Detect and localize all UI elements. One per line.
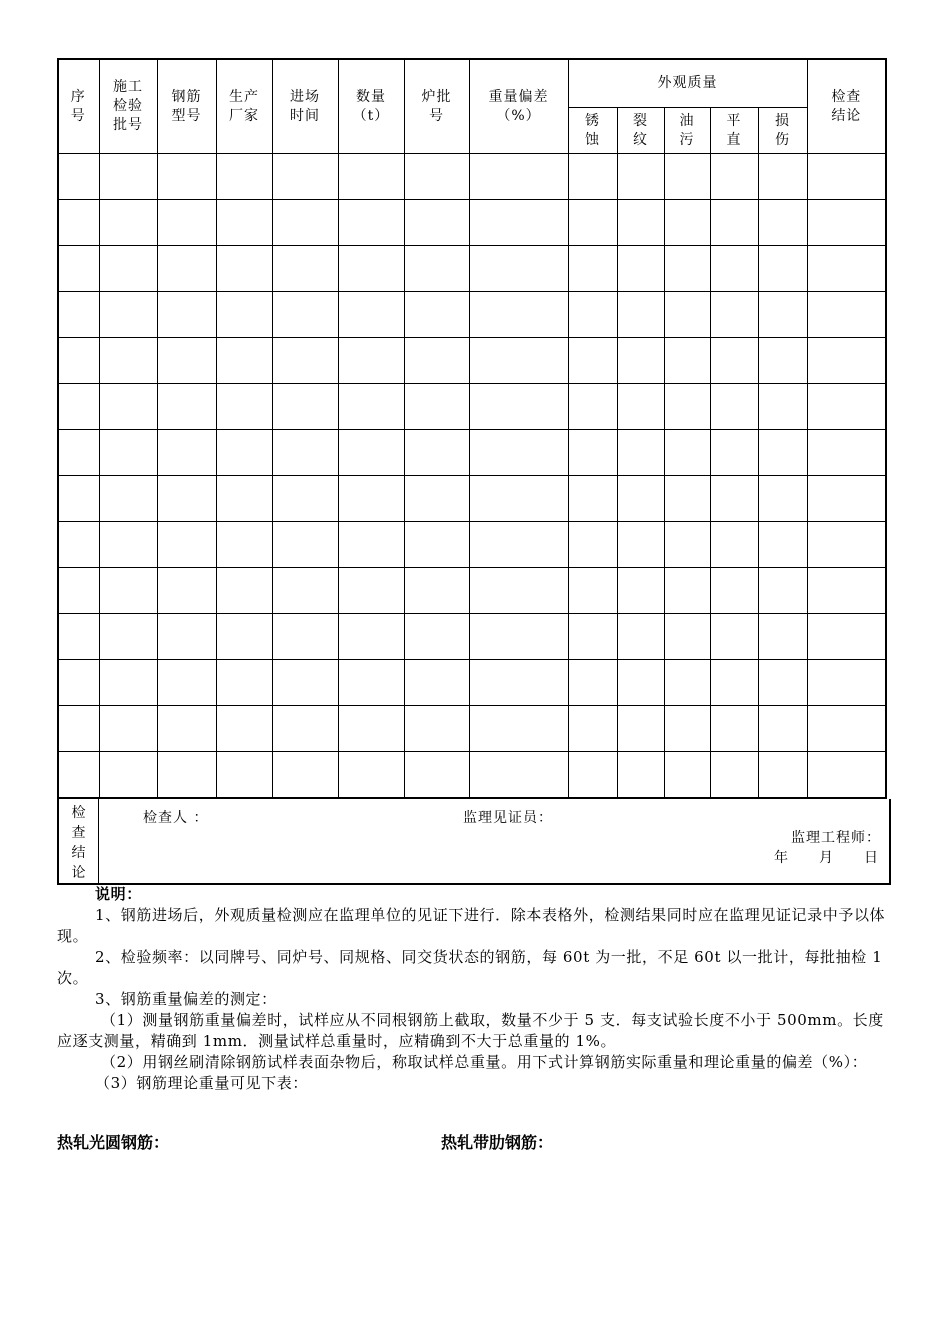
table-cell[interactable] [216, 430, 272, 476]
table-cell[interactable] [664, 246, 710, 292]
table-cell[interactable] [617, 568, 664, 614]
table-row [58, 430, 886, 476]
table-cell[interactable] [272, 522, 338, 568]
table-cell[interactable] [617, 200, 664, 246]
table-cell[interactable] [272, 614, 338, 660]
table-cell[interactable] [338, 246, 404, 292]
table-cell[interactable] [99, 246, 157, 292]
table-cell[interactable] [617, 338, 664, 384]
table-cell[interactable] [99, 200, 157, 246]
table-cell[interactable] [758, 706, 807, 752]
table-row [58, 476, 886, 522]
table-cell[interactable] [807, 246, 886, 292]
table-cell[interactable] [58, 246, 99, 292]
table-cell[interactable] [99, 614, 157, 660]
table-cell[interactable] [216, 476, 272, 522]
table-cell[interactable] [338, 614, 404, 660]
table-row [58, 338, 886, 384]
table-cell[interactable] [99, 660, 157, 706]
note-item-1: 1、钢筋进场后，外观质量检测应在监理单位的见证下进行．除本表格外，检测结果同时应在监理见证记录中予以体现。 [57, 906, 886, 945]
table-cell[interactable] [58, 568, 99, 614]
table-cell[interactable] [404, 384, 469, 430]
table-cell[interactable] [617, 430, 664, 476]
table-cell[interactable] [568, 706, 617, 752]
table-row [58, 200, 886, 246]
table-cell[interactable] [617, 614, 664, 660]
table-cell[interactable] [710, 154, 758, 200]
header-model: 钢筋 型号 [157, 59, 216, 154]
table-cell[interactable] [157, 292, 216, 338]
table-cell[interactable] [617, 154, 664, 200]
table-cell[interactable] [338, 476, 404, 522]
header-entry-time: 进场 时间 [272, 59, 338, 154]
table-cell[interactable] [664, 660, 710, 706]
table-cell[interactable] [664, 614, 710, 660]
table-row [58, 752, 886, 799]
table-cell[interactable] [404, 568, 469, 614]
table-cell[interactable] [404, 522, 469, 568]
table-cell[interactable] [338, 752, 404, 799]
table-cell[interactable] [58, 660, 99, 706]
table-cell[interactable] [157, 200, 216, 246]
table-cell[interactable] [157, 522, 216, 568]
table-cell[interactable] [272, 660, 338, 706]
table-cell[interactable] [807, 568, 886, 614]
table-cell[interactable] [568, 384, 617, 430]
table-cell[interactable] [404, 752, 469, 799]
table-cell[interactable] [568, 430, 617, 476]
table-cell[interactable] [807, 522, 886, 568]
table-cell[interactable] [568, 568, 617, 614]
note-item-2: 2、检验频率：以同牌号、同炉号、同规格、同交货状态的钢筋，每 60t 为一批，不足 60t 以一批计，每批抽检 1 次。 [57, 948, 883, 987]
table-cell[interactable] [157, 660, 216, 706]
table-cell[interactable] [469, 568, 568, 614]
table-cell[interactable] [157, 430, 216, 476]
table-cell[interactable] [664, 384, 710, 430]
table-cell[interactable] [617, 292, 664, 338]
table-cell[interactable] [216, 246, 272, 292]
table-cell[interactable] [469, 200, 568, 246]
table-cell[interactable] [469, 430, 568, 476]
table-cell[interactable] [807, 384, 886, 430]
header-batch: 施工 检验 批号 [99, 59, 157, 154]
table-cell[interactable] [216, 706, 272, 752]
table-cell[interactable] [807, 752, 886, 799]
table-cell[interactable] [157, 568, 216, 614]
table-cell[interactable] [99, 522, 157, 568]
table-cell[interactable] [157, 384, 216, 430]
table-cell[interactable] [807, 706, 886, 752]
table-cell[interactable] [568, 154, 617, 200]
table-cell[interactable] [216, 292, 272, 338]
table-cell[interactable] [58, 614, 99, 660]
table-cell[interactable] [710, 476, 758, 522]
table-cell[interactable] [157, 614, 216, 660]
table-cell[interactable] [664, 154, 710, 200]
inspection-form [57, 58, 893, 885]
table-cell[interactable] [99, 154, 157, 200]
table-cell[interactable] [216, 614, 272, 660]
hot-rolled-plain-heading: 热轧光圆钢筋： [57, 1133, 170, 1152]
table-cell[interactable] [758, 384, 807, 430]
table-cell[interactable] [664, 568, 710, 614]
table-cell[interactable] [664, 430, 710, 476]
table-cell[interactable] [710, 430, 758, 476]
table-cell[interactable] [58, 338, 99, 384]
table-row [58, 384, 886, 430]
table-cell[interactable] [469, 154, 568, 200]
table-cell[interactable] [617, 476, 664, 522]
table-cell[interactable] [469, 338, 568, 384]
table-cell[interactable] [568, 338, 617, 384]
table-cell[interactable] [216, 660, 272, 706]
note-item-3-2: （2）用钢丝刷清除钢筋试样表面杂物后，称取试样总重量。用下式计算钢筋实际重量和理论重量的偏差（%）： [101, 1053, 868, 1071]
table-cell[interactable] [216, 338, 272, 384]
table-cell[interactable] [469, 614, 568, 660]
table-cell[interactable] [338, 568, 404, 614]
table-cell[interactable] [469, 660, 568, 706]
table-cell[interactable] [568, 752, 617, 799]
table-cell[interactable] [710, 706, 758, 752]
table-cell[interactable] [216, 154, 272, 200]
table-cell[interactable] [710, 568, 758, 614]
table-cell[interactable] [710, 384, 758, 430]
table-cell[interactable] [58, 384, 99, 430]
inspector-label: 检查人 ： [143, 810, 209, 826]
table-cell[interactable] [404, 660, 469, 706]
table-cell[interactable] [758, 476, 807, 522]
table-cell[interactable] [157, 338, 216, 384]
engineer-label: 监理工程师： [791, 830, 881, 846]
table-row [58, 706, 886, 752]
table-cell[interactable] [338, 384, 404, 430]
table-cell[interactable] [272, 246, 338, 292]
table-cell[interactable] [617, 660, 664, 706]
table-cell[interactable] [272, 476, 338, 522]
table-cell[interactable] [58, 154, 99, 200]
table-cell[interactable] [404, 292, 469, 338]
table-cell[interactable] [710, 614, 758, 660]
table-cell[interactable] [157, 476, 216, 522]
table-cell[interactable] [157, 154, 216, 200]
table-cell[interactable] [404, 154, 469, 200]
table-cell[interactable] [58, 752, 99, 799]
table-cell[interactable] [404, 200, 469, 246]
witness-label: 监理见证员： [463, 810, 553, 826]
date-label: 年 月 日 [774, 850, 879, 866]
table-cell[interactable] [216, 752, 272, 799]
table-cell[interactable] [758, 292, 807, 338]
table-cell[interactable] [99, 752, 157, 799]
note-item-3: 3、钢筋重量偏差的测定： [95, 990, 277, 1008]
table-cell[interactable] [157, 246, 216, 292]
table-row [58, 660, 886, 706]
table-cell[interactable] [404, 430, 469, 476]
table-cell[interactable] [710, 660, 758, 706]
table-cell[interactable] [338, 522, 404, 568]
table-cell[interactable] [617, 384, 664, 430]
table-cell[interactable] [216, 568, 272, 614]
header-weight-deviation: 重量偏差 （%） [469, 59, 568, 154]
table-cell[interactable] [404, 614, 469, 660]
table-cell[interactable] [99, 384, 157, 430]
table-cell[interactable] [99, 292, 157, 338]
table-cell[interactable] [568, 660, 617, 706]
table-cell[interactable] [710, 246, 758, 292]
table-cell[interactable] [807, 292, 886, 338]
table-cell[interactable] [404, 476, 469, 522]
table-cell[interactable] [568, 292, 617, 338]
table-cell[interactable] [710, 292, 758, 338]
table-cell[interactable] [99, 338, 157, 384]
table-cell[interactable] [710, 338, 758, 384]
table-cell[interactable] [758, 338, 807, 384]
table-cell[interactable] [338, 338, 404, 384]
table-cell[interactable] [99, 568, 157, 614]
table-cell[interactable] [404, 706, 469, 752]
table-cell[interactable] [807, 660, 886, 706]
table-cell[interactable] [807, 200, 886, 246]
check-conclusion-box [57, 799, 891, 885]
table-cell[interactable] [272, 154, 338, 200]
table-cell[interactable] [710, 200, 758, 246]
notes-section [57, 884, 893, 1094]
table-cell[interactable] [338, 154, 404, 200]
table-cell[interactable] [272, 568, 338, 614]
table-cell[interactable] [404, 338, 469, 384]
table-cell[interactable] [568, 200, 617, 246]
table-cell[interactable] [710, 522, 758, 568]
table-cell[interactable] [758, 154, 807, 200]
table-cell[interactable] [272, 706, 338, 752]
table-cell[interactable] [272, 200, 338, 246]
table-cell[interactable] [710, 752, 758, 799]
table-cell[interactable] [338, 292, 404, 338]
header-furnace: 炉批 号 [404, 59, 469, 154]
table-cell[interactable] [157, 706, 216, 752]
note-item-3-1: （1）测量钢筋重量偏差时，试样应从不同根钢筋上截取，数量不少于 5 支．每支试验长度不小于 500mm。长度应逐支测量，精确到 1mm．测量试样总重量时，应精确到不大于总重量的 1%。 [57, 1011, 884, 1050]
header-crack: 裂 纹 [617, 108, 664, 154]
notes-title: 说明： [95, 885, 142, 903]
table-cell[interactable] [216, 384, 272, 430]
header-straight: 平 直 [710, 108, 758, 154]
table-cell[interactable] [758, 660, 807, 706]
header-maker: 生产 厂家 [216, 59, 272, 154]
header-damage: 损 伤 [758, 108, 807, 154]
table-cell[interactable] [404, 246, 469, 292]
table-cell[interactable] [338, 430, 404, 476]
table-cell[interactable] [58, 430, 99, 476]
inspection-table [57, 58, 887, 799]
header-oil: 油 污 [664, 108, 710, 154]
table-row [58, 522, 886, 568]
header-rust: 锈 蚀 [568, 108, 617, 154]
table-cell[interactable] [617, 706, 664, 752]
table-cell[interactable] [216, 200, 272, 246]
table-cell[interactable] [469, 384, 568, 430]
table-cell[interactable] [568, 614, 617, 660]
table-cell[interactable] [272, 752, 338, 799]
header-seq: 序 号 [58, 59, 99, 154]
table-cell[interactable] [469, 752, 568, 799]
table-cell[interactable] [58, 522, 99, 568]
table-cell[interactable] [58, 292, 99, 338]
table-cell[interactable] [469, 522, 568, 568]
table-cell[interactable] [58, 476, 99, 522]
table-cell[interactable] [664, 522, 710, 568]
table-cell[interactable] [338, 706, 404, 752]
table-cell[interactable] [807, 476, 886, 522]
table-cell[interactable] [469, 292, 568, 338]
table-cell[interactable] [568, 246, 617, 292]
table-cell[interactable] [617, 246, 664, 292]
table-cell[interactable] [272, 384, 338, 430]
table-cell[interactable] [338, 660, 404, 706]
table-cell[interactable] [758, 200, 807, 246]
table-cell[interactable] [664, 200, 710, 246]
table-cell[interactable] [758, 522, 807, 568]
table-cell[interactable] [99, 430, 157, 476]
note-item-3-3: （3）钢筋理论重量可见下表： [95, 1074, 308, 1092]
check-conclusion-label: 检 查 结 论 [59, 799, 99, 883]
table-cell[interactable] [272, 430, 338, 476]
table-cell[interactable] [807, 430, 886, 476]
table-cell[interactable] [58, 200, 99, 246]
table-cell[interactable] [469, 476, 568, 522]
table-cell[interactable] [807, 338, 886, 384]
table-cell[interactable] [758, 246, 807, 292]
table-cell[interactable] [617, 752, 664, 799]
table-cell[interactable] [758, 614, 807, 660]
table-row [58, 614, 886, 660]
table-row [58, 568, 886, 614]
table-cell[interactable] [568, 476, 617, 522]
table-cell[interactable] [469, 706, 568, 752]
table-row [58, 292, 886, 338]
table-cell[interactable] [338, 200, 404, 246]
table-cell[interactable] [617, 522, 664, 568]
table-cell[interactable] [807, 614, 886, 660]
table-cell[interactable] [272, 338, 338, 384]
table-cell[interactable] [758, 752, 807, 799]
table-cell[interactable] [758, 430, 807, 476]
table-row [58, 246, 886, 292]
table-cell[interactable] [157, 752, 216, 799]
table-cell[interactable] [664, 752, 710, 799]
table-cell[interactable] [664, 476, 710, 522]
table-cell[interactable] [99, 706, 157, 752]
header-conclusion: 检查 结论 [807, 59, 886, 154]
table-cell[interactable] [99, 476, 157, 522]
table-cell[interactable] [568, 522, 617, 568]
table-cell[interactable] [664, 292, 710, 338]
table-cell[interactable] [216, 522, 272, 568]
table-cell[interactable] [807, 154, 886, 200]
header-quantity: 数量 （t） [338, 59, 404, 154]
table-cell[interactable] [469, 246, 568, 292]
hot-rolled-ribbed-heading: 热轧带肋钢筋： [441, 1133, 554, 1152]
table-cell[interactable] [58, 706, 99, 752]
table-row [58, 154, 886, 200]
header-appearance: 外观质量 [568, 59, 807, 108]
table-cell[interactable] [664, 706, 710, 752]
table-cell[interactable] [272, 292, 338, 338]
table-cell[interactable] [758, 568, 807, 614]
table-cell[interactable] [664, 338, 710, 384]
